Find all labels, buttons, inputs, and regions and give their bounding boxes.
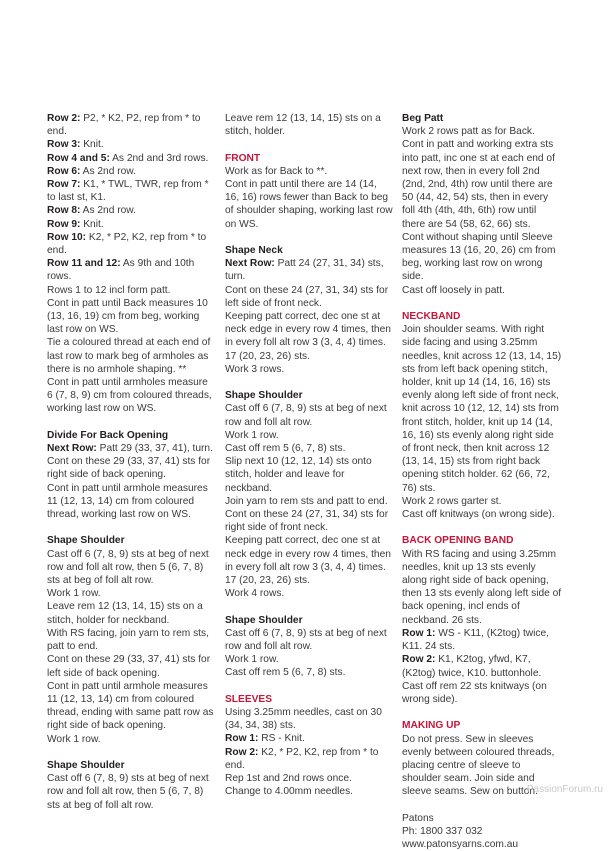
- instruction-text: Cast off 6 (7, 8, 9) sts at beg of next row and foll alt row.: [225, 403, 387, 428]
- instruction-line: [225, 455, 393, 495]
- instruction-text: Cont in patt until armhole measures 11 (12, 13, 14) cm from coloured thread, ending with same patt row as right side of back opening.: [47, 680, 214, 732]
- instruction-line: [47, 218, 215, 231]
- instruction-line: [47, 653, 215, 679]
- instruction-text: With RS facing and using 3.25mm needles, knit up 13 sts evenly along right side of back opening, then 13 sts evenly along left side of back opening, incl ends of neckband. 26 sts.: [402, 548, 562, 626]
- instruction-text: Work 4 rows.: [225, 588, 285, 600]
- instruction-text: Cont on these 29 (33, 37, 41) sts for right side of back opening.: [47, 456, 211, 481]
- instruction-text: Cast off rem 5 (6, 7, 8) sts.: [225, 667, 346, 679]
- instruction-line: [402, 548, 562, 627]
- instruction-line: [47, 112, 215, 138]
- instruction-line: [225, 732, 393, 745]
- instruction-text: Ph: 1800 337 032: [402, 825, 483, 837]
- instruction-line: [402, 231, 562, 284]
- instruction-text: Keeping patt correct, dec one st at neck edge in every row 4 times, then in every foll alt row 3 (3, 4, 4) times. 17 (20, 23, 26) sts.: [225, 311, 391, 362]
- instruction-line: [47, 442, 215, 455]
- column-3: [402, 112, 562, 851]
- spacer: [225, 680, 393, 693]
- instruction-text: Patons: [402, 812, 434, 824]
- instruction-text: As 2nd row.: [80, 205, 136, 217]
- instruction-text: K2, * P2, K2, rep from * to end.: [47, 231, 207, 257]
- instruction-line: [402, 825, 562, 838]
- instruction-line: [225, 442, 393, 455]
- instruction-text: WS - K11, (K2tog) twice, K11. 24 sts.: [402, 627, 550, 653]
- spacer: [402, 297, 562, 310]
- instruction-text: P2, * K2, P2, rep from * to end.: [47, 113, 201, 138]
- instruction-text: Work 1 row.: [225, 654, 279, 666]
- instruction-line: [47, 138, 215, 151]
- instruction-text: Cast off 6 (7, 8, 9) sts at beg of next row and foll alt row, then 5 (6, 7, 8) sts at beg of foll alt row.: [47, 548, 209, 587]
- instruction-text: Using 3.25mm needles, cast on 30 (34, 34, 38) sts.: [225, 707, 382, 732]
- row-label: Row 10:: [47, 231, 87, 243]
- instruction-line: [47, 772, 215, 812]
- instruction-text: Cont on these 29 (33, 37, 41) sts for left side of back opening.: [47, 654, 211, 679]
- instruction-line: [225, 587, 393, 600]
- row-label: Next Row:: [47, 443, 97, 455]
- instruction-text: As 9th and 10th rows.: [47, 258, 195, 283]
- row-label: Next Row:: [225, 258, 275, 270]
- section-heading: Divide For Back Opening: [47, 429, 169, 441]
- instruction-line: [225, 653, 393, 666]
- instruction-text: Cont in patt and working extra sts into patt, inc one st at each end of next row, then in every foll 2nd (2nd, 2nd, 4th) row until there are 50 (44, 42, 54) sts, then in every foll 4th (4th, 4th, 6th) row until there are 54 (58, 62, 66) sts.: [402, 139, 555, 230]
- row-label: Row 1:: [402, 627, 436, 639]
- instruction-text: Work 1 row.: [47, 588, 101, 600]
- watermark: PassionForum.ru: [526, 783, 603, 795]
- row-label: Row 6:: [47, 165, 81, 177]
- spacer: [402, 799, 562, 812]
- instruction-line: [47, 600, 215, 626]
- instruction-line: [225, 785, 393, 798]
- instruction-text: Patt 24 (27, 31, 34) sts, turn.: [225, 258, 384, 283]
- instruction-text: Cast off loosely in patt.: [402, 284, 505, 296]
- instruction-line: [47, 680, 215, 733]
- instruction-text: Work 2 rows patt as for Back.: [402, 126, 535, 138]
- instruction-text: Join yarn to rem sts and patt to end.: [225, 495, 388, 507]
- section-heading: Beg Patt: [402, 113, 444, 124]
- instruction-text: Change to 4.00mm needles.: [225, 786, 353, 798]
- row-label: Row 2:: [47, 113, 81, 124]
- instruction-text: Keeping patt correct, dec one st at neck edge in every row 4 times, then in every foll alt row 3 (3, 4, 4) times. 17 (20, 23, 26) sts.: [225, 535, 391, 587]
- instruction-line: [47, 733, 215, 746]
- row-label: Row 2:: [402, 654, 436, 666]
- instruction-line: [225, 165, 393, 178]
- instruction-line: [47, 297, 215, 337]
- instruction-line: [47, 376, 215, 416]
- instruction-line: [225, 178, 393, 231]
- instruction-line: [225, 112, 393, 138]
- instruction-text: Work 3 rows.: [225, 363, 285, 375]
- spacer: [402, 706, 562, 719]
- row-label: Row 1:: [225, 733, 259, 745]
- instruction-line: [47, 548, 215, 588]
- instruction-text: Patt 29 (33, 37, 41), turn.: [96, 443, 213, 455]
- section-heading: Shape Shoulder: [225, 390, 303, 402]
- instruction-text: Join shoulder seams. With right side facing and using 3.25mm needles, knit across 12 (13, 14, 15) sts from left back opening stitch, holder, knit up 14 (14, 16, 16) sts evenly along left side of front neck, knit across 10 (12, 12, 14) sts from front stitch, holder, knit up 14 (14, 16, 16) sts evenly along right side of front neck, then knit across 12 (13, 14, 15) sts from right back opening stitch holder. 62 (66, 72, 76) sts.: [402, 324, 562, 494]
- instruction-text: K2, * P2, K2, rep from * to end.: [225, 746, 379, 771]
- instruction-text: Work 2 rows garter st.: [402, 495, 502, 507]
- instruction-line: [47, 165, 215, 178]
- row-label: Row 4 and 5:: [47, 152, 110, 164]
- instruction-line: [402, 323, 562, 495]
- instruction-text: Cont in patt until armholes measure 6 (7, 8, 9) cm from coloured threads, working last row on WS.: [47, 377, 212, 415]
- column-2: [225, 112, 393, 798]
- instruction-line: [225, 772, 393, 785]
- spacer: [225, 138, 393, 151]
- instruction-line: [225, 706, 393, 732]
- instruction-line: [225, 363, 393, 376]
- spacer: [47, 521, 215, 534]
- instruction-text: Cont on these 24 (27, 31, 34) sts for right side of front neck.: [225, 509, 389, 534]
- section-heading: Shape Shoulder: [47, 535, 125, 547]
- instruction-text: As 2nd row.: [80, 165, 136, 177]
- row-label: Row 7:: [47, 179, 81, 191]
- section-heading: NECKBAND: [402, 311, 461, 323]
- instruction-text: Cast off 6 (7, 8, 9) sts at beg of next row and foll alt row, then 5 (6, 7, 8) sts at beg of foll alt row.: [47, 773, 209, 811]
- instruction-line: [225, 310, 393, 363]
- instruction-text: Do not press. Sew in sleeves evenly between coloured threads, placing centre of sleeve to shoulder seam. Join side and sleeve seams. Sew on button.: [402, 733, 555, 798]
- instruction-line: [402, 680, 562, 706]
- instruction-line: [402, 838, 562, 851]
- instruction-text: Cont in patt until Back measures 10 (13, 16, 19) cm from beg, working last row on WS.: [47, 297, 208, 336]
- section-heading: MAKING UP: [402, 720, 461, 732]
- instruction-text: Cast off rem 22 sts knitways (on wrong side).: [402, 680, 547, 705]
- column-1: [47, 112, 215, 812]
- instruction-line: [402, 495, 562, 508]
- instruction-line: [225, 666, 393, 679]
- instruction-line: [225, 495, 393, 508]
- instruction-text: Leave rem 12 (13, 14, 15) sts on a stitch, holder.: [225, 113, 381, 138]
- instruction-line: [47, 587, 215, 600]
- instruction-text: Leave rem 12 (13, 14, 15) sts on a stitch, holder for neckband.: [47, 601, 203, 626]
- instruction-line: [47, 482, 215, 522]
- section-heading: BACK OPENING BAND: [402, 535, 514, 547]
- instruction-line: [402, 508, 562, 521]
- instruction-text: Cast off rem 5 (6, 7, 8) sts.: [225, 443, 346, 455]
- row-label: Row 3:: [47, 139, 81, 151]
- instruction-text: Knit.: [80, 218, 104, 230]
- section-heading: Shape Shoulder: [225, 614, 303, 626]
- instruction-text: Rep 1st and 2nd rows once.: [225, 773, 352, 785]
- section-heading: Shape Shoulder: [47, 759, 125, 771]
- instruction-text: Tie a coloured thread at each end of last row to mark beg of armholes as there is no armhole shaping. **: [47, 337, 211, 375]
- instruction-text: K1, K2tog, yfwd, K7, (K2tog) twice, K10. buttonhole.: [402, 654, 542, 679]
- section-heading: SLEEVES: [225, 693, 272, 705]
- instruction-text: Cont without shaping until Sleeve measures 13 (16, 20, 26) cm from beg, working last row on wrong side.: [402, 231, 556, 283]
- spacer: [402, 521, 562, 534]
- instruction-line: [225, 627, 393, 653]
- section-heading: FRONT: [225, 152, 261, 164]
- instruction-line: [402, 653, 562, 679]
- instruction-line: [402, 125, 562, 138]
- instruction-line: [225, 508, 393, 534]
- spacer: [47, 746, 215, 759]
- instruction-line: [402, 284, 562, 297]
- instruction-line: [225, 429, 393, 442]
- instruction-text: RS - Knit.: [258, 733, 305, 745]
- instruction-line: [225, 284, 393, 310]
- instruction-text: With RS facing, join yarn to rem sts, patt to end.: [47, 627, 209, 653]
- instruction-text: Work 1 row.: [225, 429, 279, 441]
- instruction-line: [47, 257, 215, 283]
- instruction-line: [47, 284, 215, 297]
- row-label: Row 11 and 12:: [47, 258, 121, 270]
- row-label: Row 2:: [225, 746, 259, 758]
- row-label: Row 8:: [47, 205, 81, 217]
- instruction-line: [225, 534, 393, 587]
- instruction-text: As 2nd and 3rd rows.: [109, 152, 209, 164]
- spacer: [225, 600, 393, 613]
- instruction-text: Work as for Back to **.: [225, 165, 328, 177]
- spacer: [225, 231, 393, 244]
- instruction-text: Cast off knitways (on wrong side).: [402, 509, 555, 521]
- instruction-text: Cont in patt until there are 14 (14, 16, 16) rows fewer than Back to beg of shoulder shaping, working last row on WS.: [225, 179, 393, 230]
- instruction-line: [47, 231, 215, 257]
- instruction-text: Knit.: [80, 139, 104, 151]
- instruction-text: Cont on these 24 (27, 31, 34) sts for left side of front neck.: [225, 284, 389, 309]
- instruction-text: Rows 1 to 12 incl form patt.: [47, 284, 171, 296]
- instruction-line: [225, 402, 393, 428]
- instruction-text: Work 1 row.: [47, 733, 101, 745]
- instruction-line: [47, 336, 215, 376]
- instruction-line: [47, 204, 215, 217]
- instruction-text: Cast off 6 (7, 8, 9) sts at beg of next row and foll alt row.: [225, 627, 387, 653]
- instruction-text: Cont in patt until armhole measures 11 (12, 13, 14) cm from coloured thread, working last row on WS.: [47, 482, 208, 521]
- instruction-line: [225, 746, 393, 772]
- spacer: [225, 376, 393, 389]
- instruction-text: www.patonsyarns.com.au: [402, 839, 519, 851]
- instruction-text: Slip next 10 (12, 12, 14) sts onto stitch, holder and leave for neckband.: [225, 456, 372, 494]
- spacer: [47, 416, 215, 429]
- section-heading: Shape Neck: [225, 245, 283, 256]
- instruction-line: [402, 627, 562, 653]
- instruction-line: [47, 178, 215, 204]
- instruction-line: [47, 152, 215, 165]
- instruction-line: [47, 627, 215, 653]
- instruction-text: K1, * TWL, TWR, rep from * to last st, K1.: [47, 179, 209, 204]
- row-label: Row 9:: [47, 218, 81, 230]
- instruction-line: [47, 455, 215, 481]
- instruction-line: [225, 257, 393, 283]
- instruction-line: [402, 812, 562, 825]
- instruction-line: [402, 138, 562, 230]
